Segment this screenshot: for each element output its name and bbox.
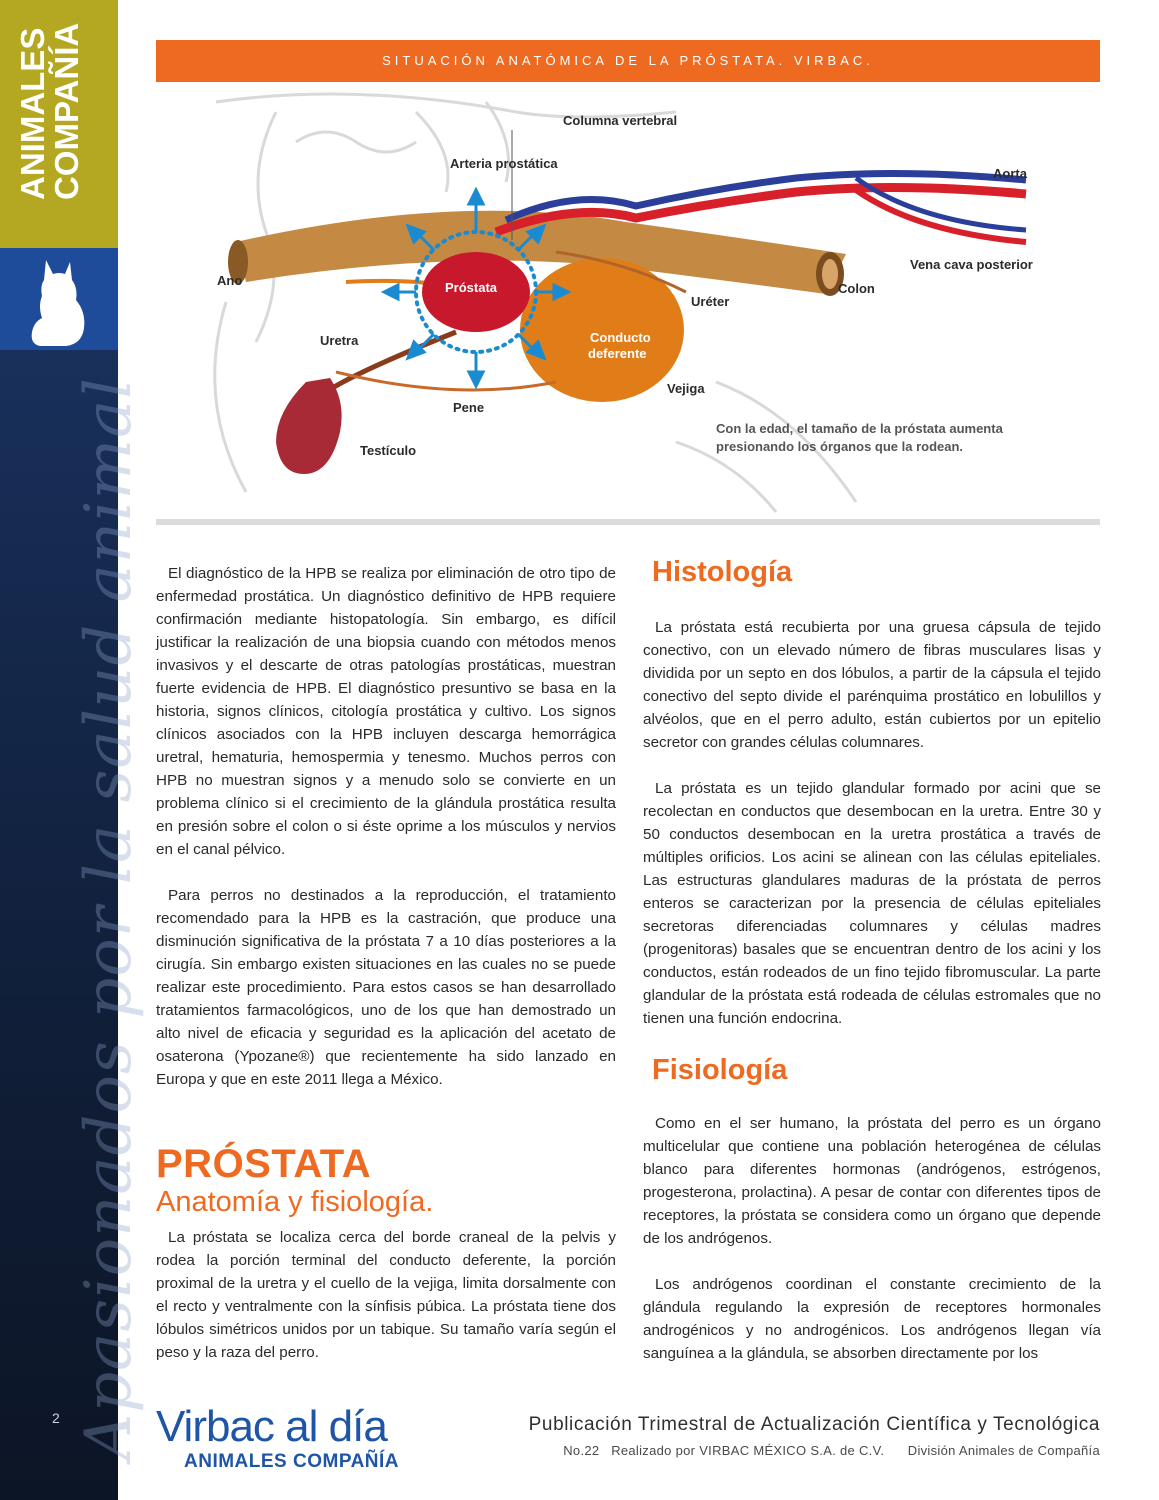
label-deferente: deferente [588, 346, 647, 361]
publisher-credit: Realizado por VIRBAC MÉXICO S.A. de C.V. [611, 1443, 885, 1458]
left-column-top [156, 562, 616, 1091]
label-pene: Pene [453, 400, 485, 415]
label-vejiga: Vejiga [667, 381, 705, 396]
section-title-line-1: ANIMALES [14, 27, 51, 200]
publication-title: Publicación Trimestral de Actualización Científica y Tecnológica [528, 1414, 1100, 1435]
right-column-fisiologia [643, 1112, 1101, 1365]
paragraph-diagnostico: El diagnóstico de la HPB se realiza por eliminación de otro tipo de enfermedad prostática. Un diagnóstico definitivo de HPB requiere confirmación mediante histopatología. Sin embargo, es difícil justificar la realización de una biopsia cuando con métodos menos invasivos y el descarte de otras patologías prostáticas, muestran fuerte evidencia de HPB. El diagnóstico presuntivo se basa en la historia, signos clínicos, citología prostática y cultivo. Los signos clínicos asociados con la HPB incluyen descarga hemorrágica uretral, hematuria, hemospermia y tenesmo. Muchos perros con HPB no muestran signos y a menudo solo se convierte en un problema clínico si el crecimiento de la glándula prostática resulta en presión sobre el colon o si éste oprime a los músculos y nervios en el canal pélvico. [156, 565, 616, 858]
publication-details [496, 1443, 1100, 1458]
paragraph-histologia-2: La próstata es un tejido glandular formado por acini que se recolectan en conductos que desembocan en la uretra. Entre 30 y 50 conductos desembocan en la uretra prostática a través de múltiples orificios. Los acini se alinean con las células epiteliales. Las estructuras glandulares maduras de la próstata de perros enteros se caracterizan por la presencia de células epiteliales secretoras diferenciadas columnares y células madres (progenitoras) basales que se encuentran dentro de los acini y los conductos, están rodeados de un fino tejido fibromuscular. La parte glandular de la próstata está rodeada de células estromales que no tienen una función endocrina. [643, 780, 1101, 1027]
section-subtitle: Anatomía y fisiología. [156, 1186, 434, 1218]
logo-subtitle: ANIMALES COMPAÑÍA [184, 1451, 400, 1472]
heading-fisiologia: Fisiología [652, 1054, 788, 1086]
paragraph-tratamiento: Para perros no destinados a la reproducción, el tratamiento recomendado para la HPB es la castración, que produce una disminución significativa de la próstata 7 a 10 días posteriores a la cirugía. Sin embargo existen situaciones en las cuales no se puede realizar este procedimiento. Para estos casos se han desarrollado tratamientos farmacológicos, uno de los que han demostrado un alto nivel de eficacia y seguridad es la aplicación del acetato de osaterona (Ypozane®) que recientemente ha sido lanzado en Europa y que en este 2011 llega a México. [156, 887, 616, 1088]
label-vena-cava: Vena cava posterior [910, 257, 1033, 272]
label-ano: Ano [217, 273, 243, 288]
label-aorta: Aorta [993, 166, 1027, 181]
section-title-line-2: COMPAÑÍA [48, 22, 85, 200]
page-number: 2 [52, 1410, 60, 1426]
label-columna-vertebral: Columna vertebral [563, 113, 678, 128]
label-testiculo: Testículo [360, 443, 417, 458]
label-prostata: Próstata [445, 280, 498, 295]
division-name: División Animales de Compañía [907, 1443, 1100, 1458]
penis-path [336, 372, 556, 390]
virbac-logo: Virbac al día [156, 1402, 387, 1451]
colon-shape [236, 211, 846, 294]
testicle-shape [276, 378, 342, 474]
left-column-bottom [156, 1226, 616, 1364]
paragraph-anatomia: La próstata se localiza cerca del borde craneal de la pelvis y rodea la porción terminal del conducto deferente, la porción proximal de la uretra y el cuello de la vejiga, limita dorsalmente con el recto y ventralmente con la sínfisis púbica. La próstata tiene dos lóbulos simétricos unidos por un tabique. Su tamaño varía según el peso y la raza del perro. [156, 1229, 616, 1361]
paragraph-histologia-1: La próstata está recubierta por una gruesa cápsula de tejido conectivo, con un elevado número de fibras musculares lisas y dividida por un septo en dos lóbulos, a partir de la cápsula el tejido conectivo del septo divide el parénquima prostático en lobulillos y alvéolos, que en el perro adulto, están cubiertos por un epitelio secretor con grandes células columnares. [643, 619, 1101, 751]
cat-icon [26, 256, 92, 348]
sidebar-slogan: Apasionados por la salud animal [72, 377, 146, 1460]
heading-histologia: Histología [652, 556, 793, 588]
figure-divider [156, 519, 1100, 525]
label-arteria-prostatica: Arteria prostática [450, 156, 558, 171]
paragraph-fisiologia-1: Como en el ser humano, la próstata del perro es un órgano multicelular que contiene una población heterogénea de células blanco para diferentes hormonas (andrógenos, estrógenos, progesterona, prolactina). A pesar de contar con diferentes tipos de receptores, la próstata se considera como un órgano que depende de los andrógenos. [643, 1115, 1101, 1247]
paragraph-fisiologia-2: Los andrógenos coordinan el constante crecimiento de la glándula regulando la expresión de receptores hormonales androgénicos y no androgénicos. Los andrógenos llegan vía sanguínea a la glándula, se absorben directamente por los [643, 1276, 1101, 1362]
figure-caption: Con la edad, el tamaño de la próstata aumenta presionando los órganos que la rodean. [716, 421, 1003, 454]
issue-number: No.22 [563, 1443, 600, 1458]
figure-banner: SITUACIÓN ANATÓMICA DE LA PRÓSTATA. VIRBAC. [156, 40, 1100, 82]
section-title-prostata: PRÓSTATA [156, 1142, 372, 1186]
label-colon: Colon [838, 281, 875, 296]
sidebar-section-title [16, 23, 84, 200]
right-column-histologia [643, 616, 1101, 1030]
label-conducto: Conducto [590, 330, 651, 345]
label-ureter: Uréter [691, 294, 730, 309]
label-uretra: Uretra [320, 333, 359, 348]
anatomy-illustration [156, 82, 1100, 522]
